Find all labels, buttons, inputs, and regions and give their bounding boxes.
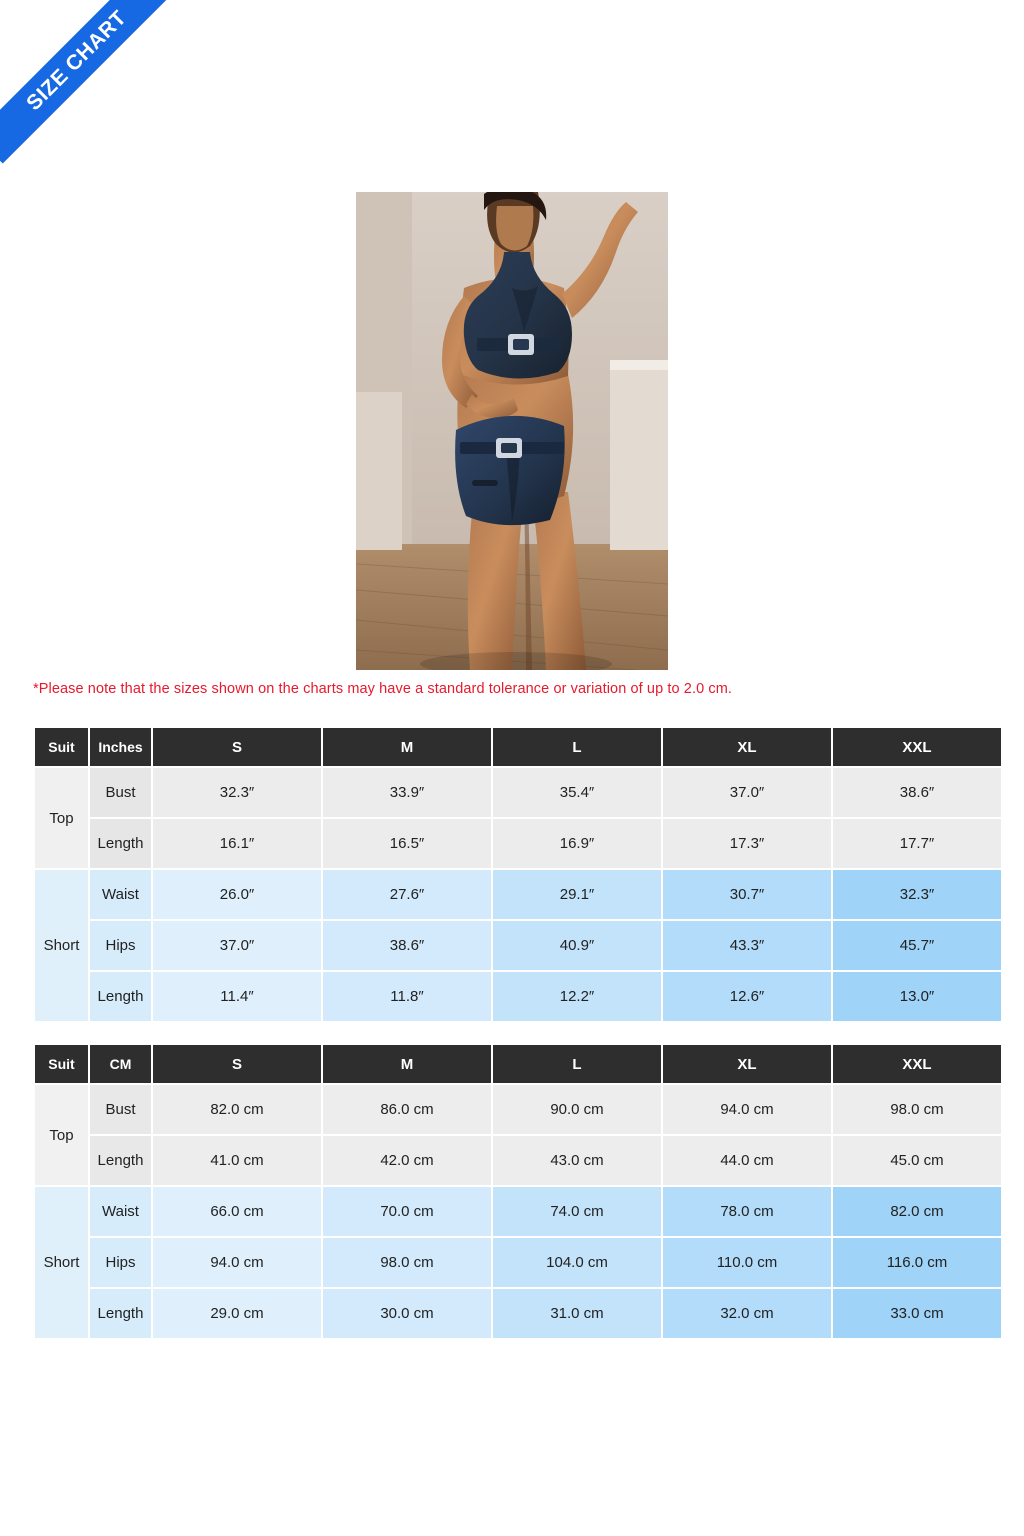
measure-label-waist: Waist — [90, 870, 151, 919]
table-header-row — [35, 728, 1001, 766]
table-row — [35, 921, 1001, 970]
cell-short-hips-s-cm: 94.0 cm — [153, 1238, 321, 1287]
cell-short-length-xl: 12.6″ — [663, 972, 831, 1021]
table-row — [35, 768, 1001, 817]
cell-short-waist-m-cm: 70.0 cm — [323, 1187, 491, 1236]
cell-top-length-m-cm: 42.0 cm — [323, 1136, 491, 1185]
cell-top-bust-xxl: 38.6″ — [833, 768, 1001, 817]
table-row — [35, 1085, 1001, 1134]
cell-top-length-l-cm: 43.0 cm — [493, 1136, 661, 1185]
table-row — [35, 870, 1001, 919]
header-size-xl-cm: XL — [663, 1045, 831, 1083]
table-row — [35, 819, 1001, 868]
measure-label-short-length-cm: Length — [90, 1289, 151, 1338]
cell-short-length-xl-cm: 32.0 cm — [663, 1289, 831, 1338]
product-photo-illustration — [356, 192, 668, 670]
table-row — [35, 972, 1001, 1021]
cell-top-bust-xl-cm: 94.0 cm — [663, 1085, 831, 1134]
cell-short-waist-xl: 30.7″ — [663, 870, 831, 919]
cell-short-hips-xl: 43.3″ — [663, 921, 831, 970]
cell-short-waist-xl-cm: 78.0 cm — [663, 1187, 831, 1236]
cell-top-length-xxl: 17.7″ — [833, 819, 1001, 868]
table-row — [35, 1289, 1001, 1338]
cell-top-length-xl: 17.3″ — [663, 819, 831, 868]
group-label-top-cm: Top — [35, 1085, 88, 1185]
measure-label-hips: Hips — [90, 921, 151, 970]
table-row — [35, 1238, 1001, 1287]
cell-short-length-s-cm: 29.0 cm — [153, 1289, 321, 1338]
cell-top-length-xxl-cm: 45.0 cm — [833, 1136, 1001, 1185]
size-table-inches — [33, 726, 1003, 1023]
group-label-short-cm: Short — [35, 1187, 88, 1338]
ribbon-label: SIZE CHART — [0, 0, 175, 164]
cell-short-hips-s: 37.0″ — [153, 921, 321, 970]
cell-short-waist-l-cm: 74.0 cm — [493, 1187, 661, 1236]
cell-top-length-m: 16.5″ — [323, 819, 491, 868]
cell-top-length-l: 16.9″ — [493, 819, 661, 868]
header-size-m-cm: M — [323, 1045, 491, 1083]
cell-short-length-l-cm: 31.0 cm — [493, 1289, 661, 1338]
header-size-l-cm: L — [493, 1045, 661, 1083]
cell-top-length-s-cm: 41.0 cm — [153, 1136, 321, 1185]
measure-label-bust-cm: Bust — [90, 1085, 151, 1134]
cell-short-length-xxl-cm: 33.0 cm — [833, 1289, 1001, 1338]
cell-short-length-s: 11.4″ — [153, 972, 321, 1021]
cell-top-bust-m: 33.9″ — [323, 768, 491, 817]
cell-short-hips-m-cm: 98.0 cm — [323, 1238, 491, 1287]
cell-short-waist-xxl: 32.3″ — [833, 870, 1001, 919]
cell-short-length-m: 11.8″ — [323, 972, 491, 1021]
cell-short-hips-l-cm: 104.0 cm — [493, 1238, 661, 1287]
cell-top-bust-xl: 37.0″ — [663, 768, 831, 817]
header-suit: Suit — [35, 728, 88, 766]
header-size-xxl: XXL — [833, 728, 1001, 766]
measure-label-top-length: Length — [90, 819, 151, 868]
measure-label-short-length: Length — [90, 972, 151, 1021]
cell-top-bust-s: 32.3″ — [153, 768, 321, 817]
cell-short-hips-xxl-cm: 116.0 cm — [833, 1238, 1001, 1287]
size-table-cm — [33, 1043, 1003, 1340]
cell-short-waist-l: 29.1″ — [493, 870, 661, 919]
cell-short-length-l: 12.2″ — [493, 972, 661, 1021]
cell-top-bust-xxl-cm: 98.0 cm — [833, 1085, 1001, 1134]
cell-short-waist-s: 26.0″ — [153, 870, 321, 919]
header-size-s: S — [153, 728, 321, 766]
cell-top-bust-l: 35.4″ — [493, 768, 661, 817]
header-suit-cm: Suit — [35, 1045, 88, 1083]
measure-label-waist-cm: Waist — [90, 1187, 151, 1236]
header-size-m: M — [323, 728, 491, 766]
cell-short-length-m-cm: 30.0 cm — [323, 1289, 491, 1338]
cell-short-length-xxl: 13.0″ — [833, 972, 1001, 1021]
cell-top-length-xl-cm: 44.0 cm — [663, 1136, 831, 1185]
header-size-xxl-cm: XXL — [833, 1045, 1001, 1083]
cell-top-bust-l-cm: 90.0 cm — [493, 1085, 661, 1134]
table-header-row — [35, 1045, 1001, 1083]
cell-short-hips-xl-cm: 110.0 cm — [663, 1238, 831, 1287]
header-size-l: L — [493, 728, 661, 766]
cell-short-waist-s-cm: 66.0 cm — [153, 1187, 321, 1236]
header-size-xl: XL — [663, 728, 831, 766]
group-label-top: Top — [35, 768, 88, 868]
measure-label-hips-cm: Hips — [90, 1238, 151, 1287]
cell-short-waist-xxl-cm: 82.0 cm — [833, 1187, 1001, 1236]
cell-short-hips-l: 40.9″ — [493, 921, 661, 970]
header-size-s-cm: S — [153, 1045, 321, 1083]
table-row — [35, 1136, 1001, 1185]
cell-top-length-s: 16.1″ — [153, 819, 321, 868]
cell-short-hips-m: 38.6″ — [323, 921, 491, 970]
tolerance-note: *Please note that the sizes shown on the charts may have a standard tolerance or variation of up to 2.0 cm. — [33, 681, 733, 697]
cell-top-bust-s-cm: 82.0 cm — [153, 1085, 321, 1134]
group-label-short: Short — [35, 870, 88, 1021]
measure-label-bust: Bust — [90, 768, 151, 817]
size-chart-ribbon — [0, 0, 175, 175]
header-unit-cm: CM — [90, 1045, 151, 1083]
cell-short-waist-m: 27.6″ — [323, 870, 491, 919]
product-photo — [356, 192, 668, 670]
measure-label-top-length-cm: Length — [90, 1136, 151, 1185]
header-unit: Inches — [90, 728, 151, 766]
cell-short-hips-xxl: 45.7″ — [833, 921, 1001, 970]
cell-top-bust-m-cm: 86.0 cm — [323, 1085, 491, 1134]
table-row — [35, 1187, 1001, 1236]
